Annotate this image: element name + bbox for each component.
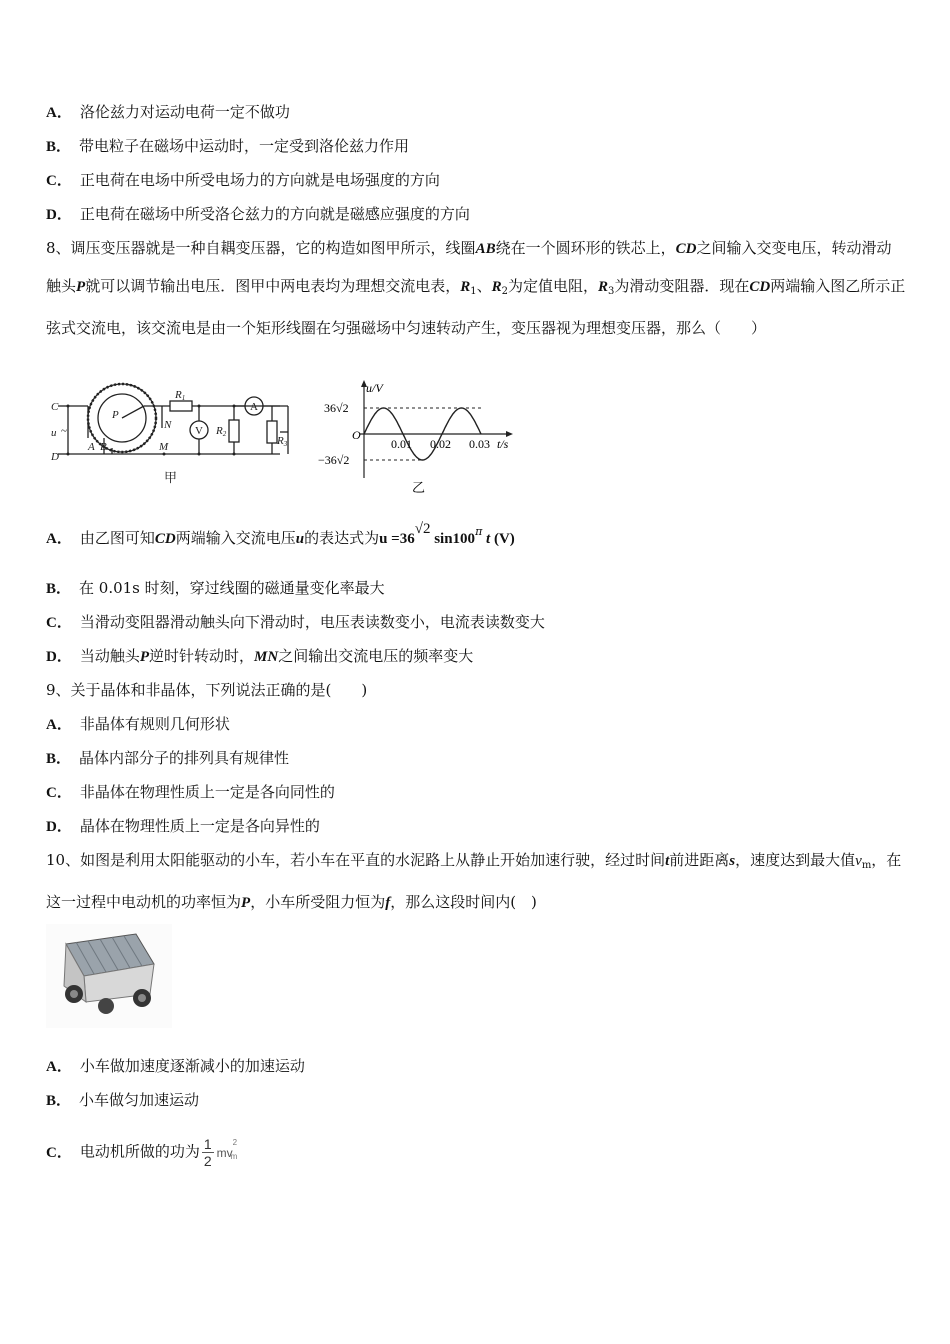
y-max-label: 36√2 <box>324 401 349 415</box>
label-p: P <box>112 409 119 421</box>
x-tick-2: 0.03 <box>469 437 490 451</box>
q7-option-a: A． 洛伦兹力对运动电荷一定不做功 <box>46 103 290 121</box>
q8-option-d: D． 当动触头P逆时针转动时，MN之间输出交流电压的频率变大 <box>46 647 474 665</box>
q10-stem: 10、如图是利用太阳能驱动的小车，若小车在平直的水泥路上从静止开始加速行驶，经过时间t前进距离s，速度达到最大值$v_m$，在这一过程中电动机的功率恒为P，小车所受阻力恒为f，那么这段时间内( ) <box>46 851 902 911</box>
label-d: D <box>51 451 59 463</box>
label-u: u <box>51 427 57 439</box>
q8-option-c: C． 当滑动变阻器滑动触头向下滑动时，电压表读数变小，电流表读数变大 <box>46 613 545 631</box>
q7-option-d: D． 正电荷在磁场中所受洛仑兹力的方向就是磁感应强度的方向 <box>46 205 470 223</box>
voltage-chart-yi <box>316 378 522 496</box>
solar-car-image <box>46 924 172 1028</box>
q10-option-c: C． 电动机所做的功为 $\frac{1}{2}$ mv 2 m <box>46 1136 238 1169</box>
circuit-figure-jia <box>44 378 306 496</box>
q9-stem: 9、关于晶体和非晶体，下列说法正确的是( ) <box>46 681 368 699</box>
y-axis-label: u/V <box>366 381 383 395</box>
x-tick-1: 0.02 <box>430 437 451 451</box>
q7-option-c: C． 正电荷在电场中所受电场力的方向就是电场强度的方向 <box>46 171 440 189</box>
q9-option-d: D． 晶体在物理性质上一定是各向异性的 <box>46 817 320 835</box>
q10-option-a: A． 小车做加速度逐渐减小的加速运动 <box>46 1057 305 1075</box>
q9-option-c: C． 非晶体在物理性质上一定是各向同性的 <box>46 783 335 801</box>
q10-option-b: B． 小车做匀加速运动 <box>46 1091 200 1109</box>
q8-stem: 8、调压变压器就是一种自耦变压器，它的构造如图甲所示，线圈AB绕在一个圆环形的铁芯上，CD之间输入交变电压，转动滑动触头P就可以调节输出电压．图甲中两电表均为理想交流电表，$R_1$、$R_2$为定值电阻，$R_3$为滑动变阻器．现在CD两端输入图乙所示正弦式交流电，该交流电是由一个矩形线圈在匀强磁场中匀速转动产生，变压器视为理想变压器，那么（ ） <box>46 239 906 337</box>
q7-option-b: B． 带电粒子在磁场中运动时，一定受到洛伦兹力作用 <box>46 137 410 155</box>
label-r2: R2 <box>216 425 227 438</box>
label-tilde: ~ <box>61 425 67 437</box>
fraction-one-half: $\frac{1}{2}$ <box>203 1136 212 1169</box>
x-tick-0: 0.01 <box>391 437 412 451</box>
label-r3: R3 <box>277 435 288 448</box>
q8-option-b: B． 在 0.01s 时刻，穿过线圈的磁通量变化率最大 <box>46 579 385 597</box>
caption-yi: 乙 <box>412 481 426 496</box>
x-axis-label: t/s <box>497 437 509 451</box>
ammeter-label: A <box>250 401 258 413</box>
label-m: M <box>159 441 169 453</box>
label-a: A <box>88 441 95 453</box>
label-b: B <box>100 441 107 453</box>
label-r1: R1 <box>175 389 186 402</box>
origin-label: O <box>352 428 361 442</box>
caption-jia: 甲 <box>164 471 178 486</box>
q9-option-a: A． 非晶体有规则几何形状 <box>46 715 230 733</box>
q9-option-b: B． 晶体内部分子的排列具有规律性 <box>46 749 290 767</box>
y-min-label: −36√2 <box>318 453 350 467</box>
q8-option-a: A． 由乙图可知CD两端输入交流电压u的表达式为u =36√2 $\sin 100^\pi$ t (V) <box>46 521 515 547</box>
label-n: N <box>164 419 172 431</box>
voltmeter-label: V <box>195 425 203 437</box>
label-c: C <box>51 401 59 413</box>
